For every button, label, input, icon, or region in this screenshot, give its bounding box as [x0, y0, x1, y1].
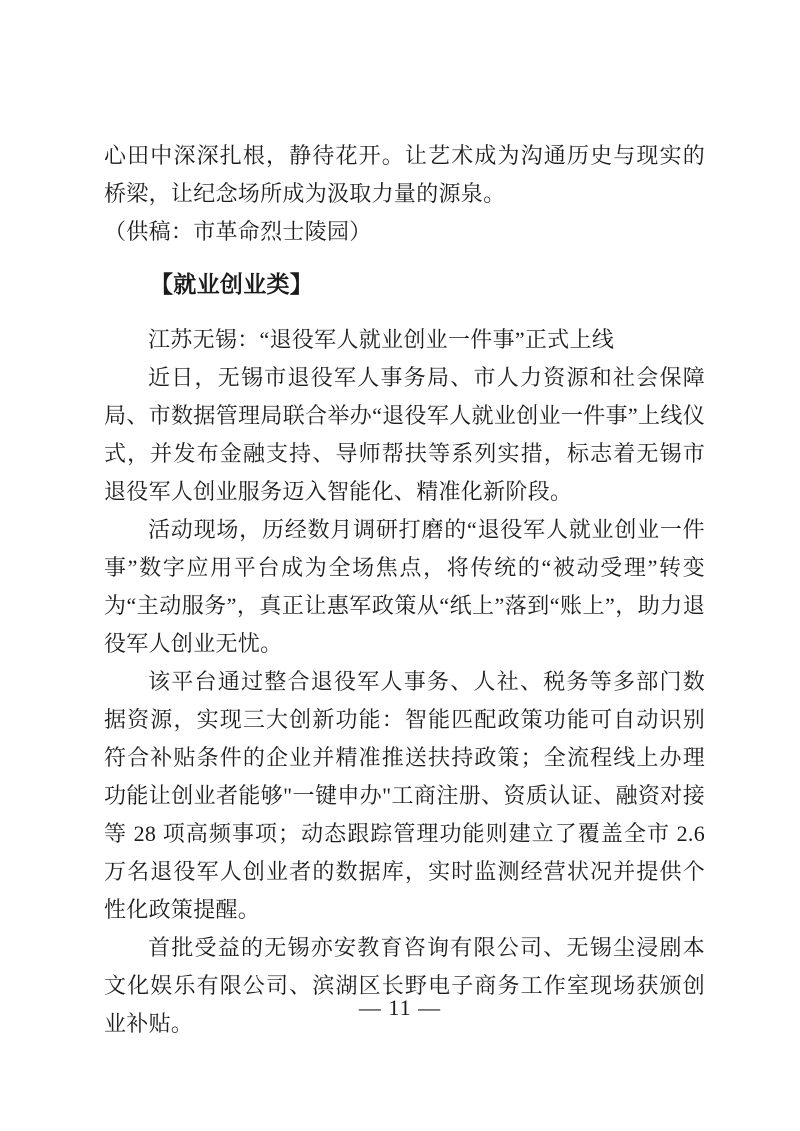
body-paragraph: 近日，无锡市退役军人事务局、市人力资源和社会保障局、市数据管理局联合举办“退役军人就业创业一件事”上线仪式，并发布金融支持、导师帮扶等系列实措，标志着无锡市退役军人创业服务迈入智能化、精准化新阶段。	[104, 365, 705, 504]
body-paragraph: 活动现场，历经数月调研打磨的“退役军人就业创业一件事”数字应用平台成为全场焦点，将传统的“被动受理”转变为“主动服务”，真正让惠军政策从“纸上”落到“账上”，助力退役军人创业无忧。	[104, 517, 705, 656]
page-number: — 11 —	[358, 995, 442, 1020]
continuation-paragraph: 心田中深深扎根，静待花开。让艺术成为沟通历史与现实的桥梁，让纪念场所成为汲取力量的源泉。	[104, 143, 705, 206]
article-title: 江苏无锡：“退役军人就业创业一件事”正式上线	[148, 327, 615, 352]
document-text-block	[104, 137, 705, 1043]
section-heading: 【就业创业类】	[150, 271, 314, 297]
body-paragraph: 首批受益的无锡亦安教育咨询有限公司、无锡尘浸剧本文化娱乐有限公司、滨湖区长野电子商务工作室现场获颁创业补贴。	[104, 935, 705, 1036]
body-paragraph: 该平台通过整合退役军人事务、人社、税务等多部门数据资源，实现三大创新功能：智能匹配政策功能可自动识别符合补贴条件的企业并精准推送扶持政策；全流程线上办理功能让创业者能够"一键申办"工商注册、资质认证、融资对接等 28 项高频事项；动态跟踪管理功能则建立了覆盖全市 2.6 万名退役军人创业者的数据库，实时监测经营状况并提供个性化政策提醒。	[104, 669, 705, 922]
attribution-line: （供稿：市革命烈士陵园）	[104, 219, 372, 244]
